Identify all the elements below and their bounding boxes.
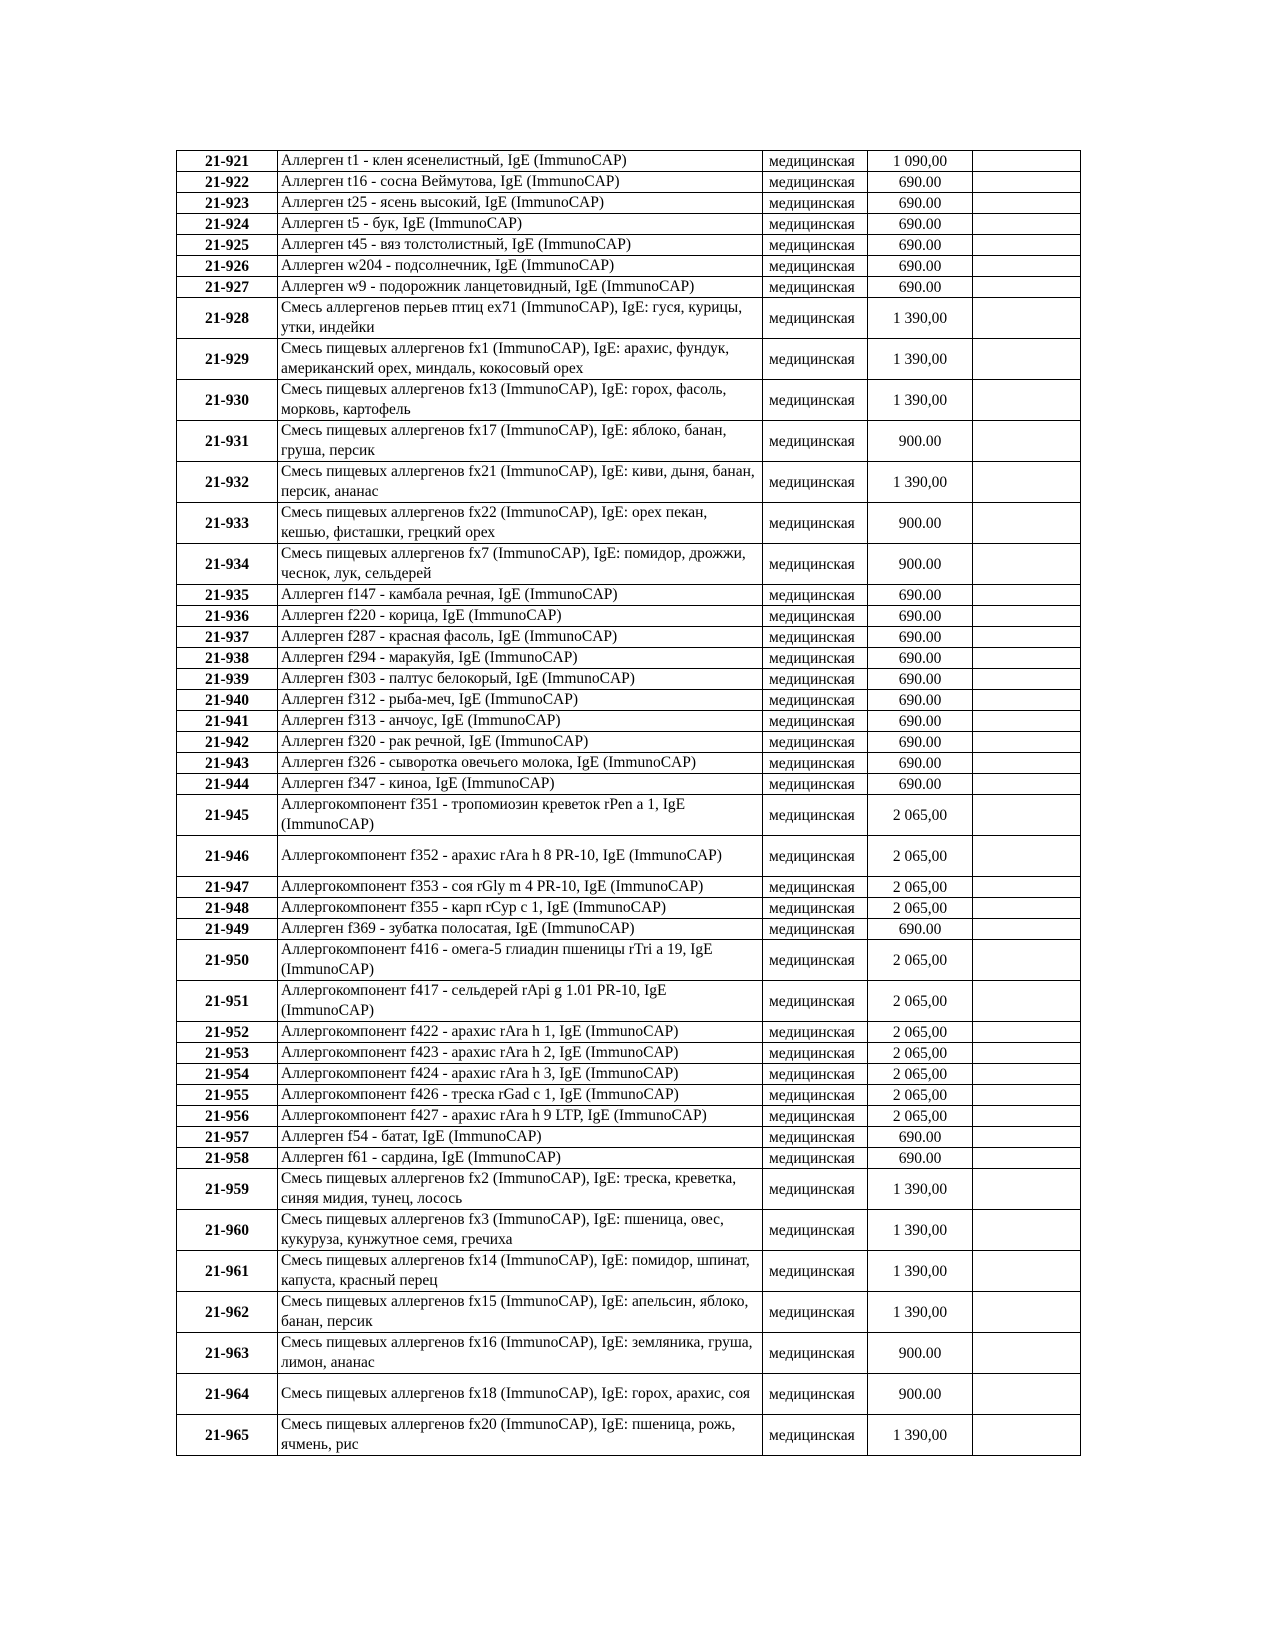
- service-note: [973, 627, 1081, 648]
- service-note: [973, 503, 1081, 544]
- service-note: [973, 1374, 1081, 1415]
- service-code: 21-926: [177, 256, 278, 277]
- service-price: 2 065,00: [868, 795, 973, 836]
- service-note: [973, 1085, 1081, 1106]
- service-note: [973, 1251, 1081, 1292]
- service-price: 690.00: [868, 172, 973, 193]
- service-note: [973, 151, 1081, 172]
- service-category: медицинская: [763, 940, 868, 981]
- service-category: медицинская: [763, 919, 868, 940]
- service-category: медицинская: [763, 235, 868, 256]
- table-row: [177, 193, 1081, 214]
- price-list-table: [176, 150, 1081, 1456]
- service-code: 21-958: [177, 1148, 278, 1169]
- table-row: [177, 1333, 1081, 1374]
- service-name: Смесь аллергенов перьев птиц ex71 (ImmunoCAP), IgE: гуся, курицы, утки, индейки: [278, 298, 763, 339]
- service-price: 690.00: [868, 585, 973, 606]
- table-row: [177, 1415, 1081, 1456]
- service-price: 900.00: [868, 544, 973, 585]
- service-note: [973, 1333, 1081, 1374]
- table-row: [177, 940, 1081, 981]
- service-note: [973, 940, 1081, 981]
- service-category: медицинская: [763, 277, 868, 298]
- service-price: 690.00: [868, 235, 973, 256]
- service-name: Смесь пищевых аллергенов fx2 (ImmunoCAP), IgE: треска, креветка, синяя мидия, тунец, лосось: [278, 1169, 763, 1210]
- table-row: [177, 1374, 1081, 1415]
- table-row: [177, 339, 1081, 380]
- service-name: Смесь пищевых аллергенов fx7 (ImmunoCAP), IgE: помидор, дрожжи, чеснок, лук, сельдерей: [278, 544, 763, 585]
- service-price: 1 390,00: [868, 1415, 973, 1456]
- table-row: [177, 1022, 1081, 1043]
- service-price: 690.00: [868, 256, 973, 277]
- table-row: [177, 753, 1081, 774]
- service-name: Аллерген f312 - рыба-меч, IgE (ImmunoCAP): [278, 690, 763, 711]
- service-name: Аллерген f313 - анчоус, IgE (ImmunoCAP): [278, 711, 763, 732]
- service-name: Аллерген f320 - рак речной, IgE (ImmunoCAP): [278, 732, 763, 753]
- service-note: [973, 1210, 1081, 1251]
- service-category: медицинская: [763, 711, 868, 732]
- service-price: 1 090,00: [868, 151, 973, 172]
- service-category: медицинская: [763, 1043, 868, 1064]
- service-category: медицинская: [763, 1210, 868, 1251]
- service-category: медицинская: [763, 836, 868, 877]
- service-price: 690.00: [868, 214, 973, 235]
- table-row: [177, 877, 1081, 898]
- service-name: Аллергокомпонент f427 - арахис rAra h 9 LTP, IgE (ImmunoCAP): [278, 1106, 763, 1127]
- service-category: медицинская: [763, 503, 868, 544]
- service-code: 21-961: [177, 1251, 278, 1292]
- service-category: медицинская: [763, 151, 868, 172]
- table-row: [177, 1148, 1081, 1169]
- service-price: 2 065,00: [868, 877, 973, 898]
- service-code: 21-950: [177, 940, 278, 981]
- service-note: [973, 1064, 1081, 1085]
- service-note: [973, 214, 1081, 235]
- service-name: Аллерген f303 - палтус белокорый, IgE (ImmunoCAP): [278, 669, 763, 690]
- service-price: 690.00: [868, 919, 973, 940]
- table-row: [177, 151, 1081, 172]
- service-price: 900.00: [868, 1333, 973, 1374]
- service-name: Смесь пищевых аллергенов fx16 (ImmunoCAP), IgE: земляника, груша, лимон, ананас: [278, 1333, 763, 1374]
- service-category: медицинская: [763, 1169, 868, 1210]
- service-name: Аллерген f369 - зубатка полосатая, IgE (ImmunoCAP): [278, 919, 763, 940]
- table-row: [177, 380, 1081, 421]
- table-row: [177, 214, 1081, 235]
- service-category: медицинская: [763, 421, 868, 462]
- service-code: 21-923: [177, 193, 278, 214]
- service-note: [973, 585, 1081, 606]
- service-name: Аллерген w9 - подорожник ланцетовидный, IgE (ImmunoCAP): [278, 277, 763, 298]
- service-note: [973, 753, 1081, 774]
- service-note: [973, 898, 1081, 919]
- service-code: 21-936: [177, 606, 278, 627]
- service-price: 2 065,00: [868, 940, 973, 981]
- service-name: Смесь пищевых аллергенов fx22 (ImmunoCAP), IgE: орех пекан, кешью, фисташки, грецкий орех: [278, 503, 763, 544]
- service-category: медицинская: [763, 1127, 868, 1148]
- service-code: 21-927: [177, 277, 278, 298]
- table-row: [177, 172, 1081, 193]
- service-name: Аллергокомпонент f352 - арахис rAra h 8 PR-10, IgE (ImmunoCAP): [278, 836, 763, 877]
- service-category: медицинская: [763, 214, 868, 235]
- service-code: 21-925: [177, 235, 278, 256]
- service-category: медицинская: [763, 669, 868, 690]
- table-row: [177, 1251, 1081, 1292]
- service-price: 690.00: [868, 648, 973, 669]
- service-code: 21-935: [177, 585, 278, 606]
- table-row: [177, 774, 1081, 795]
- service-price: 1 390,00: [868, 1251, 973, 1292]
- service-name: Смесь пищевых аллергенов fx21 (ImmunoCAP), IgE: киви, дыня, банан, персик, ананас: [278, 462, 763, 503]
- service-category: медицинская: [763, 732, 868, 753]
- service-price: 1 390,00: [868, 462, 973, 503]
- table-row: [177, 1106, 1081, 1127]
- service-price: 690.00: [868, 277, 973, 298]
- service-note: [973, 1043, 1081, 1064]
- service-code: 21-937: [177, 627, 278, 648]
- service-note: [973, 1148, 1081, 1169]
- service-category: медицинская: [763, 1333, 868, 1374]
- service-code: 21-960: [177, 1210, 278, 1251]
- service-price: 690.00: [868, 669, 973, 690]
- service-note: [973, 877, 1081, 898]
- table-row: [177, 627, 1081, 648]
- table-row: [177, 503, 1081, 544]
- service-category: медицинская: [763, 877, 868, 898]
- service-price: 1 390,00: [868, 298, 973, 339]
- service-category: медицинская: [763, 606, 868, 627]
- service-note: [973, 774, 1081, 795]
- service-category: медицинская: [763, 898, 868, 919]
- table-row: [177, 1292, 1081, 1333]
- service-category: медицинская: [763, 627, 868, 648]
- service-name: Аллергокомпонент f353 - соя rGly m 4 PR-10, IgE (ImmunoCAP): [278, 877, 763, 898]
- service-code: 21-944: [177, 774, 278, 795]
- service-note: [973, 981, 1081, 1022]
- service-note: [973, 544, 1081, 585]
- service-name: Аллергокомпонент f416 - омега-5 глиадин пшеницы rTri a 19, IgE (ImmunoCAP): [278, 940, 763, 981]
- service-name: Смесь пищевых аллергенов fx14 (ImmunoCAP), IgE: помидор, шпинат, капуста, красный перец: [278, 1251, 763, 1292]
- table-row: [177, 648, 1081, 669]
- service-note: [973, 339, 1081, 380]
- table-row: [177, 898, 1081, 919]
- service-code: 21-928: [177, 298, 278, 339]
- service-name: Аллерген t16 - сосна Веймутова, IgE (ImmunoCAP): [278, 172, 763, 193]
- service-name: Аллергокомпонент f422 - арахис rAra h 1, IgE (ImmunoCAP): [278, 1022, 763, 1043]
- service-price: 690.00: [868, 627, 973, 648]
- table-row: [177, 585, 1081, 606]
- service-note: [973, 235, 1081, 256]
- service-note: [973, 193, 1081, 214]
- service-code: 21-957: [177, 1127, 278, 1148]
- service-price: 690.00: [868, 1148, 973, 1169]
- service-name: Аллерген f147 - камбала речная, IgE (ImmunoCAP): [278, 585, 763, 606]
- service-category: медицинская: [763, 380, 868, 421]
- service-name: Аллергокомпонент f355 - карп rCyp c 1, IgE (ImmunoCAP): [278, 898, 763, 919]
- service-category: медицинская: [763, 1085, 868, 1106]
- service-name: Аллергокомпонент f423 - арахис rAra h 2, IgE (ImmunoCAP): [278, 1043, 763, 1064]
- service-code: 21-956: [177, 1106, 278, 1127]
- table-row: [177, 669, 1081, 690]
- service-name: Аллерген t5 - бук, IgE (ImmunoCAP): [278, 214, 763, 235]
- service-note: [973, 711, 1081, 732]
- service-price: 2 065,00: [868, 898, 973, 919]
- service-name: Аллерген f61 - сардина, IgE (ImmunoCAP): [278, 1148, 763, 1169]
- service-name: Аллерген f347 - киноа, IgE (ImmunoCAP): [278, 774, 763, 795]
- service-code: 21-934: [177, 544, 278, 585]
- service-price: 1 390,00: [868, 380, 973, 421]
- service-price: 690.00: [868, 193, 973, 214]
- service-price: 690.00: [868, 732, 973, 753]
- service-category: медицинская: [763, 1106, 868, 1127]
- service-code: 21-939: [177, 669, 278, 690]
- service-price: 1 390,00: [868, 1169, 973, 1210]
- service-price: 690.00: [868, 690, 973, 711]
- table-row: [177, 981, 1081, 1022]
- service-name: Аллерген f287 - красная фасоль, IgE (ImmunoCAP): [278, 627, 763, 648]
- service-price: 2 065,00: [868, 981, 973, 1022]
- service-note: [973, 462, 1081, 503]
- service-note: [973, 421, 1081, 462]
- service-name: Аллергокомпонент f417 - сельдерей rApi g 1.01 PR-10, IgE (ImmunoCAP): [278, 981, 763, 1022]
- service-code: 21-921: [177, 151, 278, 172]
- service-code: 21-951: [177, 981, 278, 1022]
- table-row: [177, 836, 1081, 877]
- service-note: [973, 298, 1081, 339]
- table-row: [177, 1043, 1081, 1064]
- service-price: 1 390,00: [868, 1292, 973, 1333]
- service-category: медицинская: [763, 1064, 868, 1085]
- price-list-body: [177, 151, 1081, 1456]
- service-name: Аллергокомпонент f426 - треска rGad c 1, IgE (ImmunoCAP): [278, 1085, 763, 1106]
- service-price: 2 065,00: [868, 836, 973, 877]
- service-category: медицинская: [763, 585, 868, 606]
- service-code: 21-941: [177, 711, 278, 732]
- service-price: 1 390,00: [868, 339, 973, 380]
- service-name: Аллерген f294 - маракуйя, IgE (ImmunoCAP): [278, 648, 763, 669]
- service-name: Аллерген t25 - ясень высокий, IgE (ImmunoCAP): [278, 193, 763, 214]
- service-category: медицинская: [763, 1251, 868, 1292]
- service-code: 21-962: [177, 1292, 278, 1333]
- service-note: [973, 1127, 1081, 1148]
- service-note: [973, 606, 1081, 627]
- service-name: Аллерген t45 - вяз толстолистный, IgE (ImmunoCAP): [278, 235, 763, 256]
- service-note: [973, 732, 1081, 753]
- service-code: 21-947: [177, 877, 278, 898]
- service-price: 2 065,00: [868, 1064, 973, 1085]
- service-category: медицинская: [763, 256, 868, 277]
- service-price: 690.00: [868, 1127, 973, 1148]
- service-price: 900.00: [868, 421, 973, 462]
- table-row: [177, 732, 1081, 753]
- service-category: медицинская: [763, 1148, 868, 1169]
- service-name: Аллерген w204 - подсолнечник, IgE (ImmunoCAP): [278, 256, 763, 277]
- table-row: [177, 606, 1081, 627]
- service-code: 21-959: [177, 1169, 278, 1210]
- service-category: медицинская: [763, 1022, 868, 1043]
- service-note: [973, 1022, 1081, 1043]
- service-category: медицинская: [763, 298, 868, 339]
- service-name: Смесь пищевых аллергенов fx3 (ImmunoCAP), IgE: пшеница, овес, кукуруза, кунжутное семя, гречиха: [278, 1210, 763, 1251]
- service-category: медицинская: [763, 795, 868, 836]
- service-category: медицинская: [763, 981, 868, 1022]
- service-code: 21-933: [177, 503, 278, 544]
- service-code: 21-929: [177, 339, 278, 380]
- service-name: Смесь пищевых аллергенов fx13 (ImmunoCAP), IgE: горох, фасоль, морковь, картофель: [278, 380, 763, 421]
- service-note: [973, 919, 1081, 940]
- table-row: [177, 690, 1081, 711]
- table-row: [177, 1064, 1081, 1085]
- service-price: 900.00: [868, 1374, 973, 1415]
- table-row: [177, 421, 1081, 462]
- table-row: [177, 1210, 1081, 1251]
- service-code: 21-938: [177, 648, 278, 669]
- service-code: 21-963: [177, 1333, 278, 1374]
- service-price: 2 065,00: [868, 1106, 973, 1127]
- service-price: 690.00: [868, 753, 973, 774]
- table-row: [177, 277, 1081, 298]
- service-code: 21-964: [177, 1374, 278, 1415]
- service-note: [973, 277, 1081, 298]
- service-name: Смесь пищевых аллергенов fx17 (ImmunoCAP), IgE: яблоко, банан, груша, персик: [278, 421, 763, 462]
- service-name: Смесь пищевых аллергенов fx15 (ImmunoCAP), IgE: апельсин, яблоко, банан, персик: [278, 1292, 763, 1333]
- service-name: Аллерген f326 - сыворотка овечьего молока, IgE (ImmunoCAP): [278, 753, 763, 774]
- service-code: 21-965: [177, 1415, 278, 1456]
- service-code: 21-945: [177, 795, 278, 836]
- service-code: 21-930: [177, 380, 278, 421]
- service-note: [973, 1292, 1081, 1333]
- service-category: медицинская: [763, 1292, 868, 1333]
- service-note: [973, 795, 1081, 836]
- service-note: [973, 256, 1081, 277]
- service-note: [973, 1106, 1081, 1127]
- service-category: медицинская: [763, 1374, 868, 1415]
- service-code: 21-932: [177, 462, 278, 503]
- service-code: 21-949: [177, 919, 278, 940]
- service-note: [973, 669, 1081, 690]
- service-price: 2 065,00: [868, 1043, 973, 1064]
- table-row: [177, 919, 1081, 940]
- service-category: медицинская: [763, 753, 868, 774]
- service-code: 21-924: [177, 214, 278, 235]
- service-category: медицинская: [763, 648, 868, 669]
- service-category: медицинская: [763, 339, 868, 380]
- service-category: медицинская: [763, 774, 868, 795]
- service-name: Аллерген f54 - батат, IgE (ImmunoCAP): [278, 1127, 763, 1148]
- service-code: 21-942: [177, 732, 278, 753]
- service-note: [973, 648, 1081, 669]
- table-row: [177, 544, 1081, 585]
- service-note: [973, 1415, 1081, 1456]
- service-code: 21-955: [177, 1085, 278, 1106]
- service-category: медицинская: [763, 193, 868, 214]
- service-name: Аллерген t1 - клен ясенелистный, IgE (ImmunoCAP): [278, 151, 763, 172]
- service-name: Аллерген f220 - корица, IgE (ImmunoCAP): [278, 606, 763, 627]
- table-row: [177, 256, 1081, 277]
- service-code: 21-952: [177, 1022, 278, 1043]
- service-price: 2 065,00: [868, 1085, 973, 1106]
- service-price: 690.00: [868, 606, 973, 627]
- table-row: [177, 795, 1081, 836]
- service-category: медицинская: [763, 690, 868, 711]
- service-code: 21-922: [177, 172, 278, 193]
- service-code: 21-948: [177, 898, 278, 919]
- service-name: Аллергокомпонент f351 - тропомиозин креветок rPen a 1, IgE (ImmunoCAP): [278, 795, 763, 836]
- service-category: медицинская: [763, 544, 868, 585]
- service-code: 21-953: [177, 1043, 278, 1064]
- table-row: [177, 298, 1081, 339]
- service-note: [973, 172, 1081, 193]
- service-note: [973, 1169, 1081, 1210]
- service-price: 1 390,00: [868, 1210, 973, 1251]
- service-price: 690.00: [868, 774, 973, 795]
- service-category: медицинская: [763, 172, 868, 193]
- service-name: Смесь пищевых аллергенов fx1 (ImmunoCAP), IgE: арахис, фундук, американский орех, миндаль, кокосовый орех: [278, 339, 763, 380]
- table-row: [177, 1085, 1081, 1106]
- service-price: 2 065,00: [868, 1022, 973, 1043]
- table-row: [177, 1169, 1081, 1210]
- service-category: медицинская: [763, 1415, 868, 1456]
- service-note: [973, 380, 1081, 421]
- service-name: Смесь пищевых аллергенов fx18 (ImmunoCAP), IgE: горох, арахис, соя: [278, 1374, 763, 1415]
- service-note: [973, 836, 1081, 877]
- service-name: Смесь пищевых аллергенов fx20 (ImmunoCAP), IgE: пшеница, рожь, ячмень, рис: [278, 1415, 763, 1456]
- table-row: [177, 711, 1081, 732]
- service-code: 21-943: [177, 753, 278, 774]
- service-code: 21-954: [177, 1064, 278, 1085]
- service-code: 21-946: [177, 836, 278, 877]
- service-price: 690.00: [868, 711, 973, 732]
- service-name: Аллергокомпонент f424 - арахис rAra h 3, IgE (ImmunoCAP): [278, 1064, 763, 1085]
- table-row: [177, 235, 1081, 256]
- table-row: [177, 462, 1081, 503]
- table-row: [177, 1127, 1081, 1148]
- service-category: медицинская: [763, 462, 868, 503]
- service-code: 21-940: [177, 690, 278, 711]
- service-note: [973, 690, 1081, 711]
- service-code: 21-931: [177, 421, 278, 462]
- service-price: 900.00: [868, 503, 973, 544]
